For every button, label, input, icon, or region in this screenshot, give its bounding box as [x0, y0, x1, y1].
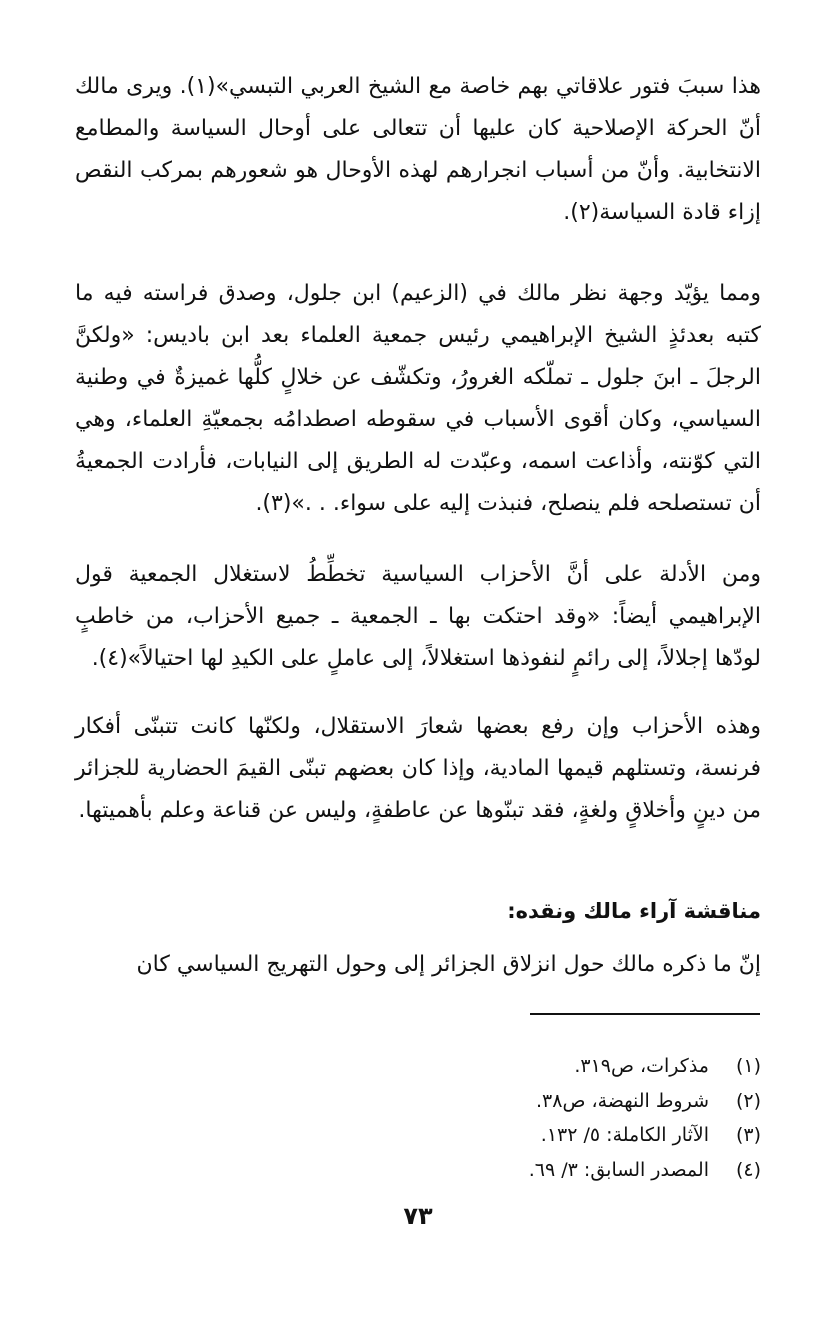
paragraph-text: ومن الأدلة على أنَّ الأحزاب السياسية تخطِّطُ لاستغلال الجمعية قول الإبراهيمي أيضاً: «وقد احتكت بها ـ الجمعية ـ جميع الأحزاب، من خاطبٍ لودّها إجلالاً، إلى رائمٍ لنفوذها استغلالاً، إلى عاملٍ على الكيدِ لها احتيالاً»(٤). [75, 562, 761, 671]
footnote-item [75, 1049, 761, 1084]
closing-paragraph [75, 944, 761, 986]
footnote-item [75, 1153, 761, 1188]
footnote-text: الآثار الكاملة: ٥/ ١٣٢. [540, 1124, 709, 1146]
footnote-item [75, 1084, 761, 1119]
body-paragraph-1 [75, 66, 761, 234]
footnote-item [75, 1118, 761, 1153]
footnote-separator [530, 1013, 760, 1015]
footnote-text: شروط النهضة، ص٣٨. [535, 1089, 709, 1112]
page-number: ٧٣ [403, 1202, 433, 1230]
footnote-text: مذكرات، ص٣١٩. [574, 1055, 709, 1077]
footnotes-list [75, 1049, 761, 1187]
body-paragraph-4 [75, 706, 761, 832]
footnote-number: (١) [735, 1055, 761, 1077]
footnote-number: (٤) [735, 1158, 761, 1181]
paragraph-text: هذا سببَ فتور علاقاتي بهم خاصة مع الشيخ العربي التبسي»(١). ويرى مالك أنّ الحركة الإصلاحية كان عليها أن تتعالى على أوحال السياسة والمطامع الانتخابية. وأنّ من أسباب انجرارهم لهذه الأوحال هو شعورهم بمركب النقص إزاء قادة السياسة(٢). [75, 74, 761, 225]
body-paragraph-3 [75, 554, 761, 680]
footnote-number: (٣) [735, 1124, 761, 1146]
footnote-number: (٢) [735, 1089, 761, 1112]
footnote-text: المصدر السابق: ٣/ ٦٩. [528, 1158, 709, 1181]
paragraph-text: ومما يؤيّد وجهة نظر مالك في (الزعيم) ابن جلول، وصدق فراسته فيه ما كتبه بعدئذٍ الشيخ الإبراهيمي رئيس جمعية العلماء بعد ابن باديس: «ولكنَّ الرجلَ ـ ابنَ جلول ـ تملّكه الغرورُ، وتكشّف عن خلالٍ كلُّها غميزةٌ في وطنية السياسي، وكان أقوى الأسباب في سقوطه اصطدامُه بجمعيّةِ العلماء، وهي التي كوّنته، وأذاعت اسمه، وعبّدت له الطريق إلى النيابات، فأرادت الجمعيةُ أن تستصلحه فلم ينصلح، فنبذت إليه على سواء. . .»(٣). [75, 281, 761, 516]
paragraph-text: وهذه الأحزاب وإن رفع بعضها شعارَ الاستقلال، ولكنّها كانت تتبنّى أفكار فرنسة، وتستلهم قيمها المادية، وإذا كان بعضهم تبنّى القيمَ الحضارية للجزائر من دينٍ وأخلاقٍ ولغةٍ، فقد تبنّوها عن عاطفةٍ، وليس عن قناعة وعلم بأهميتها. [75, 714, 761, 823]
paragraph-text: إنّ ما ذكره مالك حول انزلاق الجزائر إلى وحول التهريج السياسي كان [136, 952, 761, 977]
section-heading: مناقشة آراء مالك ونقده: [507, 899, 761, 923]
body-paragraph-2 [75, 273, 761, 525]
